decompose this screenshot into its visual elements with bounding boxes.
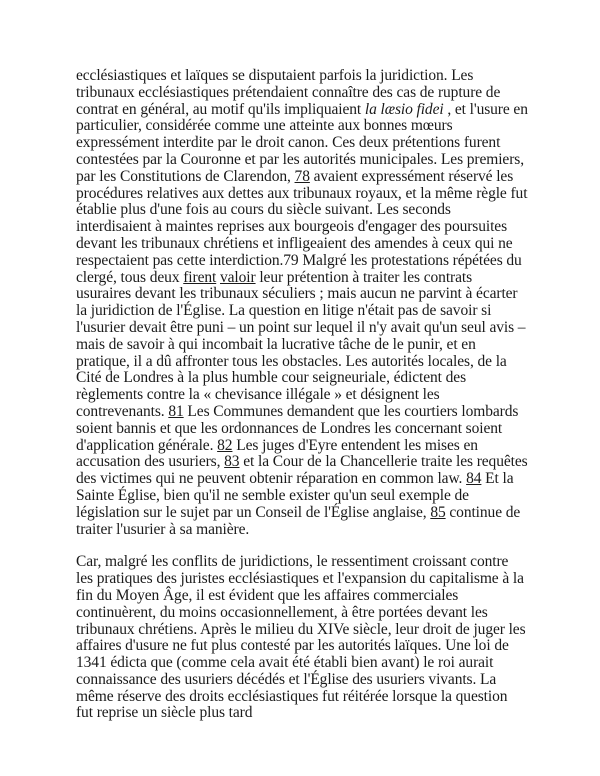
text-run: avaient expressément réservé les procédures relatives aux dettes aux tribunaux royaux, et la même règle fut établie plus d'une fois au cours du siècle suivant. Les seconds interdisaient à maintes reprises aux bourgeois d'engager des poursuites devant les tribunaux chrétiens et infligeaient des amendes à ceux qui ne respectaient pas cette interdiction.79 Malgré les protestations répétées du clergé, tous deux <box>76 167 528 286</box>
text-run: Les juges d'Eyre entendent les mises en accusation des usuriers, <box>76 436 478 471</box>
link-valoir[interactable]: valoir <box>220 268 256 286</box>
footnote-ref-78[interactable]: 78 <box>294 167 310 185</box>
text-run: continue de traiter l'usurier à sa manière. <box>76 503 521 538</box>
text-run: leur prétention à traiter les contrats usuraires devant les tribunaux séculiers ; mais aucun ne parvint à écarter la juridiction de l'Église. La question en litige n'était pas de savoir si l'usurier devait être puni – un point sur lequel il n'y avait qu'un seul avis – mais de savoir à qui incombait la lucrative tâche de le punir, et en pratique, il a dû affronter tous les obstacles. Les autorités locales, de la Cité de Londres à la plus humble cour seigneuriale, édictent des règlements contre la « chevisance illégale » et désignent les contrevenants. <box>76 268 526 420</box>
footnote-ref-84[interactable]: 84 <box>466 470 482 488</box>
text-run: , et l'usure en particulier, considérée comme une atteinte aux bonnes mœurs expressément interdite par le droit canon. Ces deux prétentions furent contestées par la Couronne et par les autorités municipales. Les premiers, par les Constitutions de Clarendon, <box>76 100 528 185</box>
text-run: ecclésiastiques et laïques se disputaient parfois la juridiction. Les tribunaux ecclésiastiques prétendaient connaître des cas de rupture de contrat en général, au motif qu'ils impliquaient <box>76 67 501 118</box>
link-firent[interactable]: firent <box>183 268 217 286</box>
text-run: Et la Sainte Église, bien qu'il ne semble exister qu'un seul exemple de législation sur le sujet par un Conseil de l'Église anglaise, <box>76 470 514 521</box>
text-run: Les Communes demandent que les courtiers lombards soient bannis et que les ordonnances de Londres les concernant soient d'application générale. <box>76 402 519 454</box>
footnote-ref-82[interactable]: 82 <box>217 436 233 454</box>
paragraph-1 <box>76 68 528 538</box>
text-run: et la Cour de la Chancellerie traite les requêtes des victimes qui ne peuvent obtenir réparation en common law. <box>76 453 528 488</box>
italic-term: la læsio fidei <box>364 100 444 118</box>
paragraph-2: Car, malgré les conflits de juridictions, le ressentiment croissant contre les pratiques des juristes ecclésiastiques et l'expansion du capitalisme à la fin du Moyen Âge, il est évident que les affaires commerciales continuèrent, du moins occasionnellement, à être portées devant les tribunaux chrétiens. Après le milieu du XIVe siècle, leur droit de juger les affaires d'usure ne fut plus contesté par les autorités laïques. Une loi de 1341 édicta que (comme cela avait été établi bien avant) le roi aurait connaissance des usuriers décédés et l'Église des usuriers vivants. La même réserve des droits ecclésiastiques fut réitérée lorsque la question fut reprise un siècle plus tard <box>76 553 526 722</box>
footnote-ref-81[interactable]: 81 <box>168 402 184 420</box>
footnote-ref-85[interactable]: 85 <box>430 503 446 521</box>
footnote-ref-83[interactable]: 83 <box>224 453 240 471</box>
document-page <box>76 68 528 722</box>
